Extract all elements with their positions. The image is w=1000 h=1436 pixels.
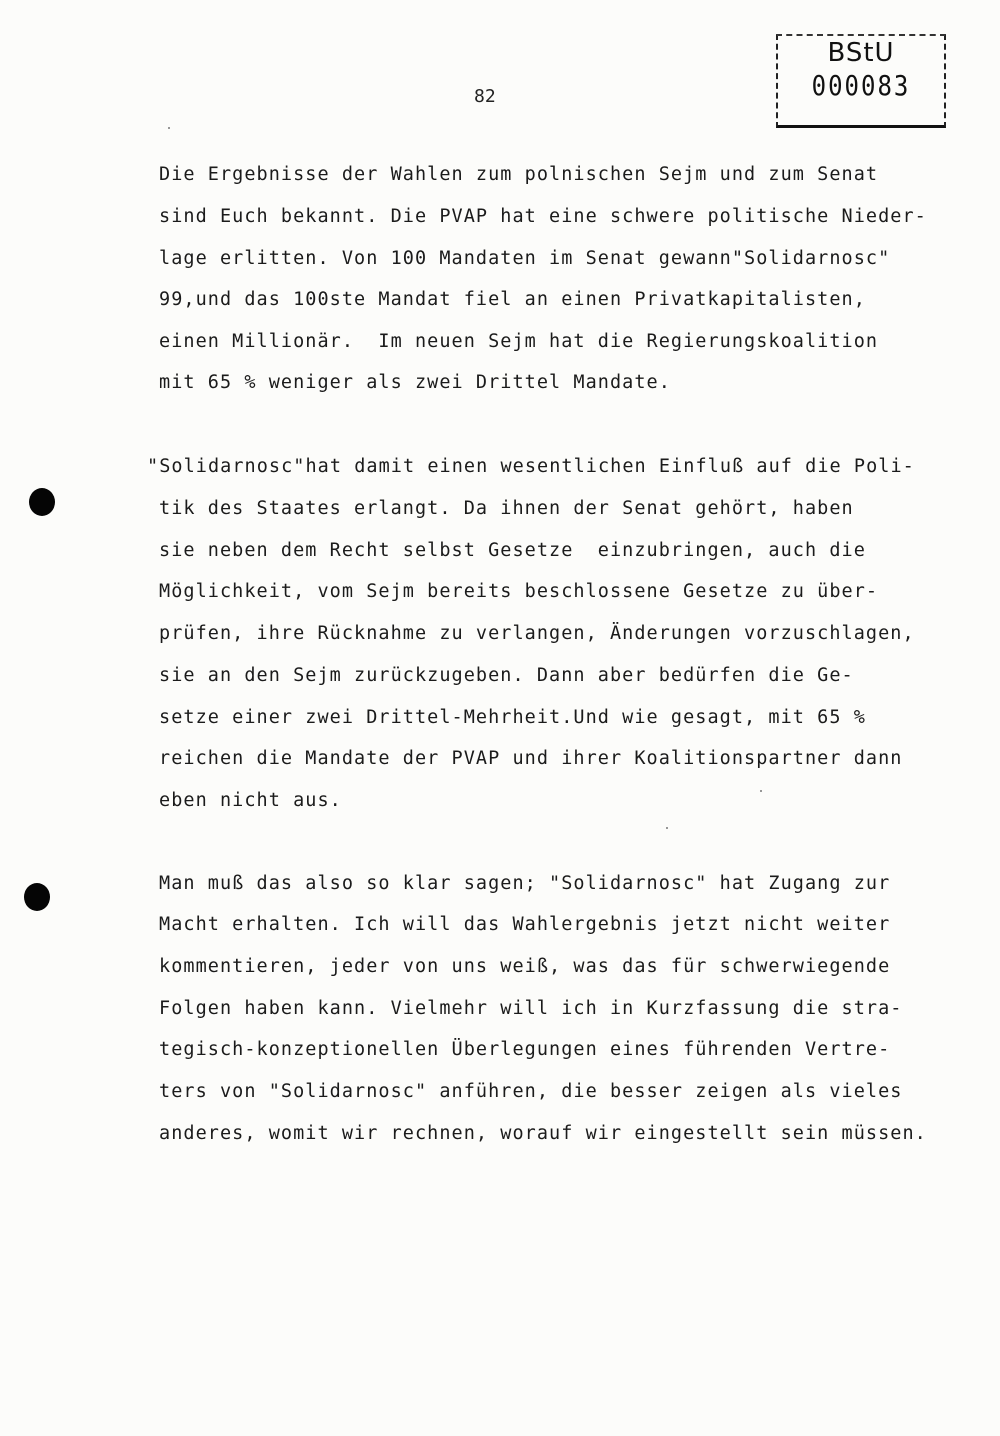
punch-hole-lower xyxy=(24,883,50,911)
scan-speck xyxy=(760,790,762,792)
paragraph-3-line-7: anderes, womit wir rechnen, worauf wir eingestellt sein müssen. xyxy=(159,1123,927,1144)
paragraph-1-line-4: 99,und das 100ste Mandat fiel an einen Privatkapitalisten, xyxy=(159,289,866,310)
paragraph-2-line-1: "Solidarnosc"hat damit einen wesentlichen Einfluß auf die Poli- xyxy=(147,456,915,477)
paragraph-2-line-7: setze einer zwei Drittel-Mehrheit.Und wie gesagt, mit 65 % xyxy=(159,707,866,728)
paragraph-3-line-5: tegisch-konzeptionellen Überlegungen eines führenden Vertre- xyxy=(159,1039,891,1060)
paragraph-1-line-6: mit 65 % weniger als zwei Drittel Mandate. xyxy=(159,372,671,393)
paragraph-2-line-9: eben nicht aus. xyxy=(159,790,342,811)
paragraph-3-line-4: Folgen haben kann. Vielmehr will ich in Kurzfassung die stra- xyxy=(159,998,903,1019)
paragraph-3-line-6: ters von "Solidarnosc" anführen, die besser zeigen als vieles xyxy=(159,1081,903,1102)
paragraph-2-line-2: tik des Staates erlangt. Da ihnen der Senat gehört, haben xyxy=(159,498,854,519)
paragraph-1-line-3: lage erlitten. Von 100 Mandaten im Senat gewann"Solidarnosc" xyxy=(159,248,891,269)
stamp-title: BStU xyxy=(827,38,895,68)
scan-speck xyxy=(168,127,170,129)
archive-stamp xyxy=(776,34,946,128)
page-number: 82 xyxy=(474,86,496,107)
paragraph-1-line-5: einen Millionär. Im neuen Sejm hat die Regierungskoalition xyxy=(159,331,879,352)
paragraph-2-line-3: sie neben dem Recht selbst Gesetze einzubringen, auch die xyxy=(159,540,866,561)
punch-hole-upper xyxy=(29,488,55,516)
scan-speck xyxy=(666,827,668,829)
paragraph-3-line-2: Macht erhalten. Ich will das Wahlergebnis jetzt nicht weiter xyxy=(159,914,891,935)
paragraph-1-line-1: Die Ergebnisse der Wahlen zum polnischen Sejm und zum Senat xyxy=(159,164,879,185)
stamp-number: 000083 xyxy=(811,69,911,103)
paragraph-3-line-3: kommentieren, jeder von uns weiß, was das für schwerwiegende xyxy=(159,956,891,977)
paragraph-1-line-2: sind Euch bekannt. Die PVAP hat eine schwere politische Nieder- xyxy=(159,206,927,227)
paragraph-2-line-6: sie an den Sejm zurückzugeben. Dann aber bedürfen die Ge- xyxy=(159,665,854,686)
paragraph-2-line-5: prüfen, ihre Rücknahme zu verlangen, Änderungen vorzuschlagen, xyxy=(159,623,915,644)
paragraph-2-line-4: Möglichkeit, vom Sejm bereits beschlossene Gesetze zu über- xyxy=(159,581,879,602)
paragraph-2-line-8: reichen die Mandate der PVAP und ihrer Koalitionspartner dann xyxy=(159,748,903,769)
paragraph-3-line-1: Man muß das also so klar sagen; "Solidarnosc" hat Zugang zur xyxy=(159,873,891,894)
